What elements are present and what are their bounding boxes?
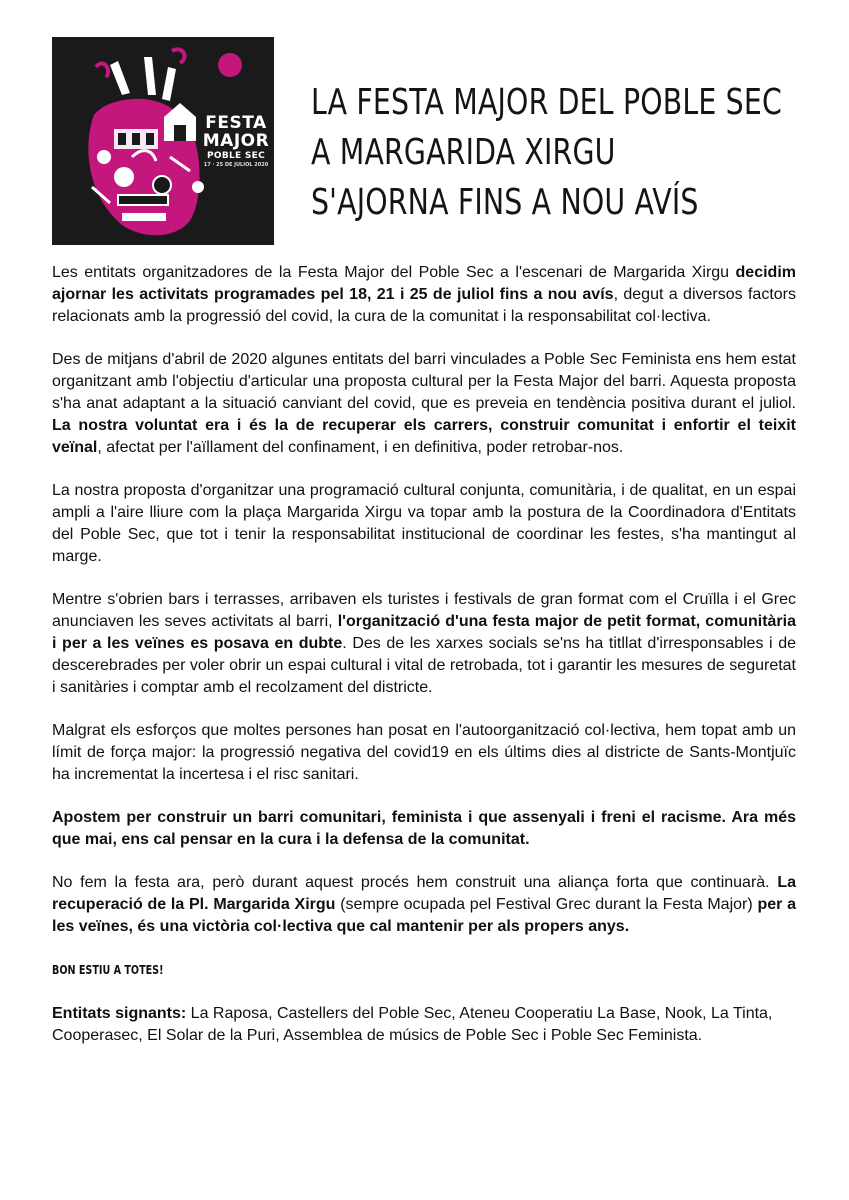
festa-major-poster-logo (52, 37, 274, 245)
paragraph-4 (52, 589, 796, 699)
p7-text: No fem la festa ara, però durant aquest procés hem construit una aliança forta que continuarà. (52, 874, 778, 891)
logo-wordmark (202, 115, 270, 168)
p1-bold: decidim ajornar les activitats programades pel 18, 21 i 25 de juliol fins a nou avís (52, 264, 796, 303)
statement-body (52, 262, 796, 1068)
logo-line-festa: FESTA (205, 113, 267, 133)
p7-text-mid: (sempre ocupada pel Festival Grec durant la Festa Major) (335, 896, 758, 913)
title-line-2: A MARGARIDA XIRGU (311, 132, 616, 173)
p2-text-end: , afectat per l'aïllament del confinament, i en definitiva, poder retrobar-nos. (97, 439, 624, 456)
p7-bold-1: La recuperació de la Pl. Margarida Xirgu (52, 874, 796, 913)
p7-bold-2: per a les veïnes, és una victòria col·lectiva que cal mantenir per als propers anys. (52, 896, 797, 935)
logo-line-major: MAJOR (202, 131, 270, 151)
signers-names: La Raposa, Castellers del Poble Sec, Ateneu Cooperatiu La Base, Nook, La Tinta, Cooperasec, El Solar de la Puri, Assemblea de músics de Poble Sec i Poble Sec Feminista. (52, 1005, 773, 1044)
logo-line-poble-sec: POBLE SEC (206, 151, 266, 161)
paragraph-1 (52, 262, 796, 328)
p1-text: Les entitats organitzadores de la Festa Major del Poble Sec a l'escenari de Margarida Xirgu (52, 264, 736, 281)
logo-line-dates: 17 · 25 DE JULIOL 2020 (203, 162, 269, 168)
signers-label: Entitats signants: (52, 1005, 187, 1022)
paragraph-3: La nostra proposta d'organitzar una programació cultural conjunta, comunitària, i de qualitat, en un espai ampli a l'aire lliure com la plaça Margarida Xirgu va topar amb la postura de la Coordinadora d'Entitats del Poble Sec, que tot i tenir la responsabilitat institucional de coordinar les festes, s'ha mantingut al marge. (52, 482, 796, 565)
p4-text: Mentre s'obrien bars i terrasses, arribaven els turistes i festivals de gran format com el Cruïlla i el Grec anunciaven les seves activitats al barri, (52, 591, 796, 630)
paragraph-6 (52, 807, 796, 851)
p2-text: Des de mitjans d'abril de 2020 algunes entitats del barri vinculades a Poble Sec Feminista ens hem estat organitzant amb l'objectiu d'articular una proposta cultural per la Festa Major del barri. Aquesta proposta s'ha anat adaptant a la situació canviant del covid, que es preveia en tendència positiva durant el juliol. (52, 351, 796, 412)
p2-bold: La nostra voluntat era i és la de recuperar els carrers, construir comunitat i enfortir el teixit veïnal (52, 417, 796, 456)
title-line-3: S'AJORNA FINS A NOU AVÍS (311, 182, 699, 223)
p4-bold: l'organització d'una festa major de petit format, comunitària i per a les veïnes es posava en dubte (52, 613, 796, 652)
title-line-1: LA FESTA MAJOR DEL POBLE SEC (311, 82, 782, 123)
paragraph-5: Malgrat els esforços que moltes persones han posat en l'autoorganització col·lectiva, hem topat amb un límit de força major: la progressió negativa del covid19 en els últims dies al districte de Sants-Montjuïc ha incrementat la incertesa i el risc sanitari. (52, 722, 796, 783)
p1-text-end: , degut a diversos factors relacionats amb la progressió del covid, la cura de la comunitat i la responsabilitat col·lectiva. (52, 286, 797, 325)
paragraph-7 (52, 872, 796, 938)
paragraph-2 (52, 349, 796, 459)
signers-list (52, 1003, 796, 1047)
p6-bold: Apostem per construir un barri comunitari, feminista i que assenyali i freni el racisme. Ara més que mai, ens cal pensar en la cura i la defensa de la comunitat. (52, 809, 796, 848)
page-title (311, 78, 782, 228)
sign-off: BON ESTIU A TOTES! (52, 963, 164, 977)
p4-text-end: . Des de les xarxes socials se'ns ha titllat d'irresponsables i de descerebrades per voler obrir un espai cultural i vital de retrobada, tot i garantir les mesures de seguretat i sanitàries i comptar amb el recolzament del districte. (52, 635, 797, 696)
